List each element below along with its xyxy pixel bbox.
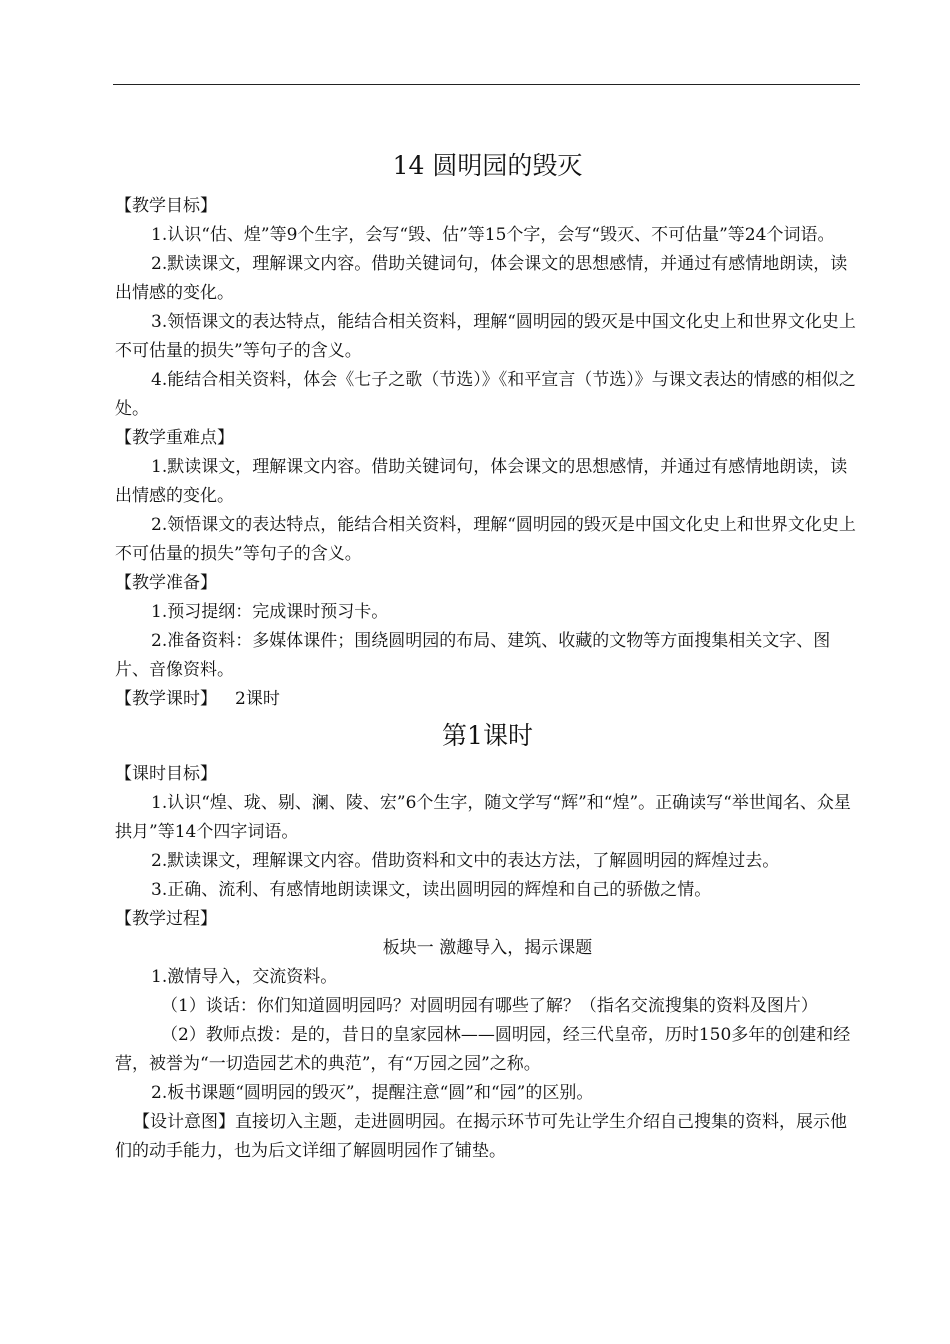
key-point-item: 2.领悟课文的表达特点，能结合相关资料，理解“圆明园的毁灭是中国文化史上和世界文化史上不可估量的损失”等句子的含义。 — [115, 515, 856, 564]
hours-label: 【教学课时】 — [115, 689, 217, 709]
goal-item: 2.默读课文，理解课文内容。借助关键词句，体会课文的思想感情，并通过有感情地朗读，读出情感的变化。 — [115, 254, 848, 303]
lesson-goal-item: 2.默读课文，理解课文内容。借助资料和文中的表达方法，了解圆明园的辉煌过去。 — [151, 851, 780, 871]
prep-item: 1.预习提纲：完成课时预习卡。 — [151, 602, 389, 622]
lesson-goal-item: 3.正确、流利、有感情地朗读课文，读出圆明园的辉煌和自己的骄傲之情。 — [151, 880, 712, 900]
header-rule — [113, 84, 860, 85]
section-heading-lesson-goals: 【课时目标】 — [115, 764, 217, 784]
section-heading-process: 【教学过程】 — [115, 909, 217, 929]
process-substep: （1）谈话：你们知道圆明园吗？对圆明园有哪些了解？（指名交流搜集的资料及图片） — [161, 996, 818, 1016]
section-heading-hours — [115, 685, 860, 714]
document-title: 14 圆明园的毁灭 — [392, 151, 583, 180]
process-step: 2.板书课题“圆明园的毁灭”，提醒注意“圆”和“园”的区别。 — [151, 1083, 594, 1103]
goal-item: 1.认识“估、煌”等9个生字，会写“毁、估”等15个字，会写“毁灭、不可估量”等24个词语。 — [151, 225, 835, 245]
process-substep: （2）教师点拨：是的，昔日的皇家园林——圆明园，经三代皇帝，历时150多年的创建和经营，被誉为“一切造园艺术的典范”，有“万园之园”之称。 — [115, 1025, 851, 1074]
prep-item: 2.准备资料：多媒体课件；围绕圆明园的布局、建筑、收藏的文物等方面搜集相关文字、图片、音像资料。 — [115, 631, 831, 680]
goal-item: 4.能结合相关资料，体会《七子之歌（节选）》《和平宣言（节选）》与课文表达的情感的相似之处。 — [115, 370, 856, 419]
goal-item: 3.领悟课文的表达特点，能结合相关资料，理解“圆明园的毁灭是中国文化史上和世界文化史上不可估量的损失”等句子的含义。 — [115, 312, 856, 361]
design-intent-note: 【设计意图】直接切入主题，走进圆明园。在揭示环节可先让学生介绍自己搜集的资料，展示他们的动手能力，也为后文详细了解圆明园作了铺垫。 — [115, 1112, 847, 1161]
section-heading-goals: 【教学目标】 — [115, 196, 217, 216]
hours-value: 2课时 — [235, 689, 280, 709]
lesson-goal-item: 1.认识“煌、珑、剔、澜、陵、宏”6个生字，随文学写“辉”和“煌”。正确读写“举世闻名、众星拱月”等14个四字词语。 — [115, 793, 851, 842]
document-body — [115, 146, 860, 1166]
lesson-title: 第1课时 — [442, 721, 533, 750]
section-heading-preparation: 【教学准备】 — [115, 573, 217, 593]
process-step: 1.激情导入，交流资料。 — [151, 967, 338, 987]
section-heading-key-points: 【教学重难点】 — [115, 428, 234, 448]
key-point-item: 1.默读课文，理解课文内容。借助关键词句，体会课文的思想感情，并通过有感情地朗读，读出情感的变化。 — [115, 457, 848, 506]
block-title: 板块一 激趣导入，揭示课题 — [382, 938, 593, 958]
